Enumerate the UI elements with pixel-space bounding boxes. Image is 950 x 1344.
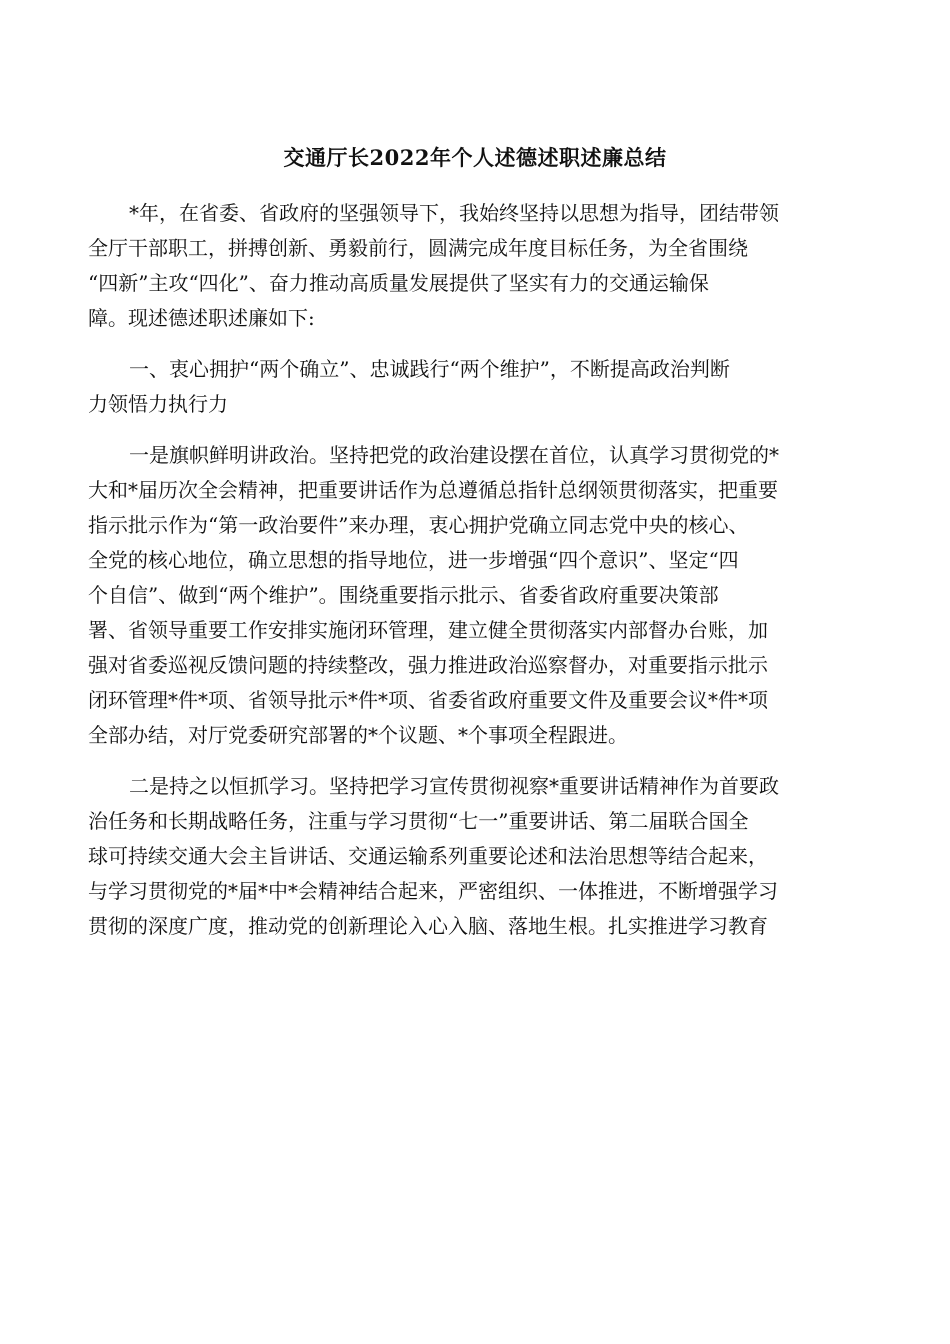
section-heading-1 (88, 352, 860, 422)
text-line: 治任务和长期战略任务，注重与学习贯彻“七一”重要讲话、第二届联合国全 (88, 809, 749, 833)
text-line: 二是持之以恒抓学习。坚持把学习宣传贯彻视察*重要讲话精神作为首要政 (129, 774, 779, 798)
paragraph-intro (88, 196, 860, 336)
text-line: 全部办结，对厅党委研究部署的*个议题、*个事项全程跟进。 (88, 723, 628, 747)
document-title: 交通厅长2022年个人述德述职述廉总结 (283, 145, 667, 170)
text-line: 指示批示作为“第一政治要件”来办理，衷心拥护党确立同志党中央的核心、 (88, 513, 749, 537)
text-line: 一是旗帜鲜明讲政治。坚持把党的政治建设摆在首位，认真学习贯彻党的* (129, 443, 779, 467)
text-line: 与学习贯彻党的*届*中*会精神结合起来，严密组织、一体推进，不断增强学习 (88, 879, 778, 903)
text-line: 球可持续交通大会主旨讲话、交通运输系列重要论述和法治思想等结合起来， (88, 844, 768, 868)
text-line: 障。现述德述职述廉如下: (88, 306, 315, 330)
text-line: 贯彻的深度广度，推动党的创新理论入心入脑、落地生根。扎实推进学习教育 (88, 914, 768, 938)
paragraph-learning (88, 769, 860, 944)
document-body (88, 196, 860, 960)
paragraph-politics (88, 438, 860, 753)
text-line: 大和*届历次全会精神，把重要讲话作为总遵循总指针总纲领贯彻落实，把重要 (88, 478, 778, 502)
text-line: 闭环管理*件*项、省领导批示*件*项、省委省政府重要文件及重要会议*件*项 (88, 688, 768, 712)
text-line: 一、衷心拥护“两个确立”、忠诚践行“两个维护”，不断提高政治判断 (129, 357, 730, 381)
text-line: 强对省委巡视反馈问题的持续整改，强力推进政治巡察督办，对重要指示批示 (88, 653, 768, 677)
text-line: *年，在省委、省政府的坚强领导下，我始终坚持以思想为指导，团结带领 (129, 201, 779, 225)
text-line: 署、省领导重要工作安排实施闭环管理，建立健全贯彻落实内部督办台账，加 (88, 618, 768, 642)
text-line: 力领悟力执行力 (88, 392, 228, 416)
text-line: “四新”主攻“四化”、奋力推动高质量发展提供了坚实有力的交通运输保 (88, 271, 709, 295)
text-line: 全厅干部职工，拼搏创新、勇毅前行，圆满完成年度目标任务，为全省围绕 (88, 236, 748, 260)
text-line: 全党的核心地位，确立思想的指导地位，进一步增强“四个意识”、坚定“四 (88, 548, 739, 572)
text-line: 个自信”、做到“两个维护”。围绕重要指示批示、省委省政府重要决策部 (88, 583, 719, 607)
